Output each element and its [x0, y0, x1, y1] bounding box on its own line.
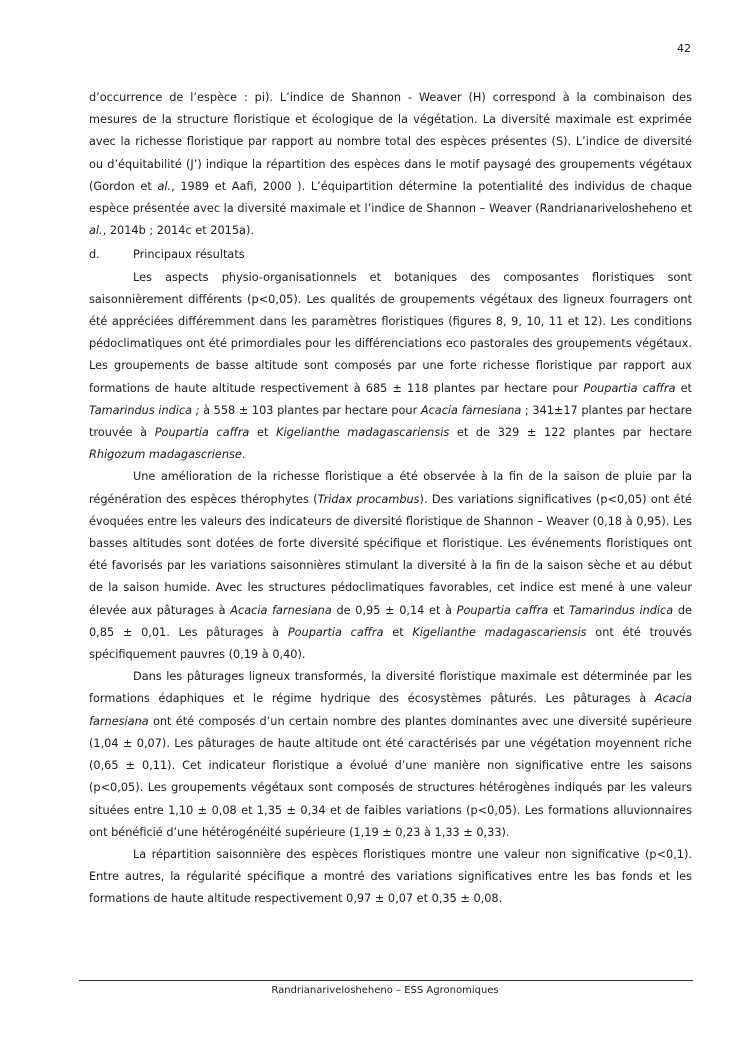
results-paragraph-3: Dans les pâturages ligneux transformés, la diversité floristique maximale est déterminée par les formations édaphiques et le régime hydrique des écosystèmes pâturés. Les pâturages à Acacia farnesiana ont été composés d’un certain nombre des plantes dominantes avec une diversité supérieure (1,04 ± 0,07). Les pâturages de haute altitude ont été caractérisés par une végétation moyennent riche (0,65 ± 0,11). Cet indicateur floristique a évolué d’une manière non significative entre les saisons (p<0,05). Les groupements végétaux sont composés de structures hétérogènes indiqués par les valeurs situées entre 1,10 ± 0,08 et 1,35 ± 0,34 et de faibles variations (p<0,05). Les formations alluvionnaires ont bénéficié d’une hétérogénéité supérieure (1,19 ± 0,23 à 1,33 ± 0,33).: [89, 670, 692, 839]
page-number: 42: [677, 42, 691, 55]
section-title: Principaux résultats: [133, 248, 245, 262]
results-paragraph-2: Une amélioration de la richesse floristique a été observée à la fin de la saison de pluie par la régénération des espèces thérophytes (Tridax procambus). Des variations significatives (p<0,05) ont été évoquées entre les valeurs des indicateurs de diversité floristique de Shannon – Weaver (0,18 à 0,95). Les basses altitudes sont dotées de forte diversité spécifique et floristique. Les événements floristiques ont été favorisés par les variations saisonnières stimulant la diversité à la fin de la saison sèche et au début de la saison humide. Avec les structures pédoclimatiques favorables, cet indice est mené à une valeur élevée aux pâturages à Acacia farnesiana de 0,95 ± 0,14 et à Poupartia caffra et Tamarindus indica de 0,85 ± 0,01. Les pâturages à Poupartia caffra et Kigelianthe madagascariensis ont été trouvés spécifiquement pauvres (0,19 à 0,40).: [89, 470, 693, 662]
section-heading: [89, 244, 692, 266]
page-footer: Randrianarivelosheheno – ESS Agronomiques: [271, 985, 499, 996]
footer-divider: [79, 980, 693, 981]
body-text: [89, 87, 692, 911]
results-paragraph-1: Les aspects physio-organisationnels et botaniques des composantes floristiques sont saisonnièrement différents (p<0,05). Les qualités de groupements végétaux des ligneux fourragers ont été appréciées différemment dans les paramètres floristiques (figures 8, 9, 10, 11 et 12). Les conditions pédoclimatiques ont été primordiales pour les différenciations eco pastorales des groupements végétaux. Les groupements de basse altitude sont composés par une forte richesse floristique par rapport aux formations de haute altitude respectivement à 685 ± 118 plantes par hectare pour Poupartia caffra et Tamarindus indica ; à 558 ± 103 plantes par hectare pour Acacia farnesiana ; 341±17 plantes par hectare trouvée à Poupartia caffra et Kigelianthe madagascariensis et de 329 ± 122 plantes par hectare Rhigozum madagascriense.: [89, 270, 693, 462]
intro-paragraph: d’occurrence de l’espèce : pi). L’indice de Shannon - Weaver (H) correspond à la combinaison des mesures de la structure floristique et écologique de la végétation. La diversité maximale est exprimée avec la richesse floristique par rapport au nombre total des espèces présentes (S). L’indice de diversité ou d’équitabilité (J’) indique la répartition des espèces dans le motif paysagé des groupements végétaux (Gordon et al., 1989 et Aafi, 2000 ). L’équipartition détermine la potentialité des individus de chaque espèce présentée avec la diversité maximale et l’indice de Shannon – Weaver (Randrianarivelosheheno et al., 2014b ; 2014c et 2015a).: [89, 91, 693, 238]
section-letter: d.: [89, 248, 100, 262]
results-paragraph-4: La répartition saisonnière des espèces floristiques montre une valeur non significative (p<0,1). Entre autres, la régularité spécifique a montré des variations significatives entre les bas fonds et les formations de haute altitude respectivement 0,97 ± 0,07 et 0,35 ± 0,08.: [89, 847, 692, 906]
